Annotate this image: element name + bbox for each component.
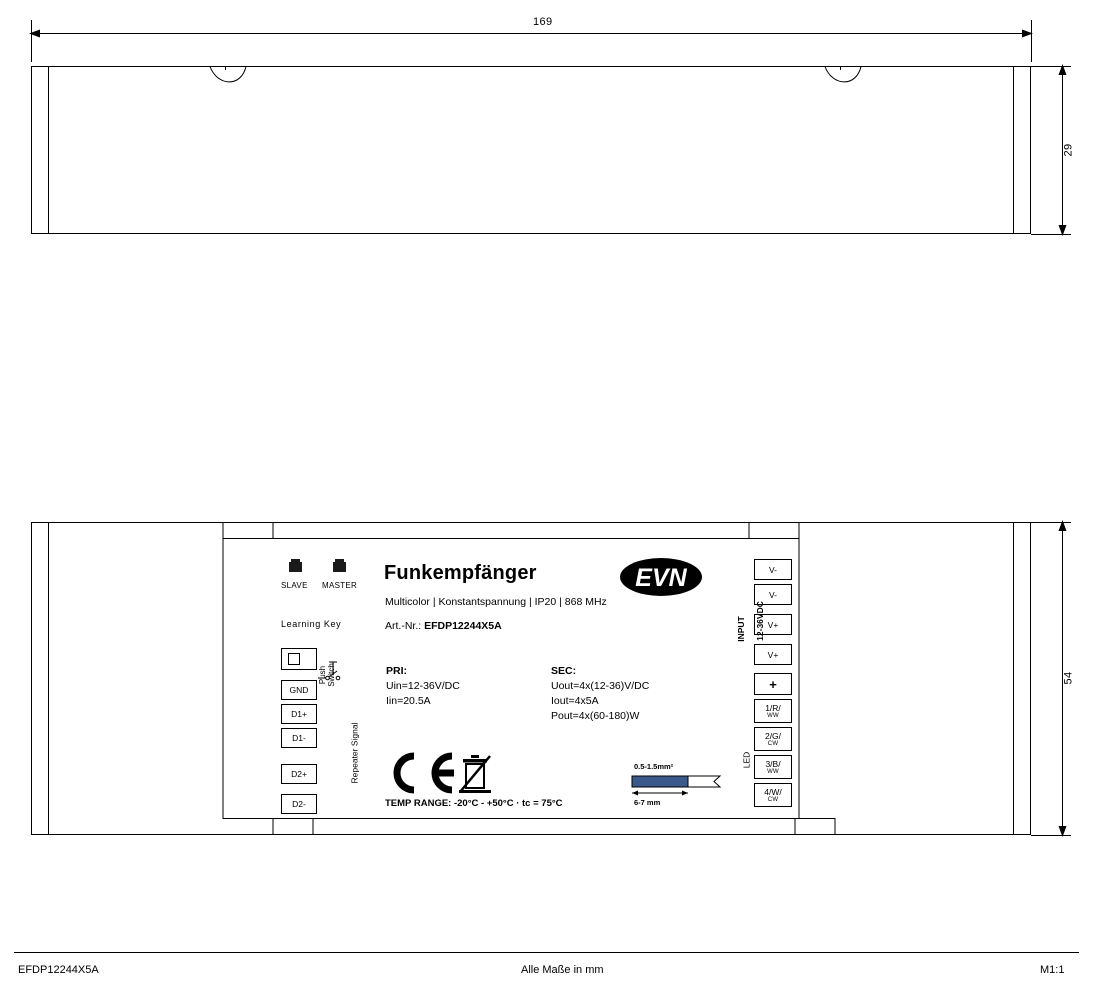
dim-label-54: 54 xyxy=(1062,671,1075,685)
led-terminal-2 xyxy=(754,727,792,751)
dim-arrow-left-169 xyxy=(28,28,42,39)
svg-text:EVN: EVN xyxy=(635,564,687,592)
terminal-d1-minus xyxy=(281,728,317,748)
footer-part-number: EFDP12244X5A xyxy=(18,964,99,976)
led-terminal-plus xyxy=(754,673,792,695)
led-terminal-3-sublabel: WW xyxy=(767,768,779,775)
input-terminal-3 xyxy=(754,644,792,665)
art-nr xyxy=(385,620,502,632)
footer-divider xyxy=(14,952,1079,953)
led-terminal-3 xyxy=(754,755,792,779)
ce-mark-icon xyxy=(384,752,456,794)
weee-bin-icon xyxy=(458,752,492,794)
jumper-master-icon xyxy=(333,562,346,572)
sec-line-1: Iout=4x5A xyxy=(551,695,599,707)
master-label: MASTER xyxy=(322,581,358,590)
wire-section-label: 0.5-1.5mm² xyxy=(634,762,674,771)
jumper-slave-icon xyxy=(289,562,302,572)
led-terminal-4-label: 4/W/ xyxy=(764,786,782,797)
sec-line-2: Pout=4x(60-180)W xyxy=(551,710,640,722)
pri-spec xyxy=(386,664,460,709)
terminal-d2-plus xyxy=(281,764,317,784)
sec-spec xyxy=(551,664,649,724)
terminal-gnd-label: GND xyxy=(289,685,309,696)
terminal-gnd xyxy=(281,680,317,700)
input-block-label-line2: 12-36VDC xyxy=(754,601,765,641)
slave-label: SLAVE xyxy=(281,581,308,590)
terminal-d2-minus-label: D2- xyxy=(292,799,306,810)
footer-units-note: Alle Maße in mm xyxy=(521,964,604,976)
input-terminal-1-label: V- xyxy=(768,589,778,600)
input-block-label-line1: INPUT xyxy=(735,616,746,642)
led-terminal-plus-label: + xyxy=(769,676,777,692)
terminal-d1-plus xyxy=(281,704,317,724)
input-terminal-0-label: V- xyxy=(768,564,778,575)
push-switch-label: Push Switch xyxy=(318,663,336,687)
input-terminal-0 xyxy=(754,559,792,580)
terminal-d1-plus-label: D1+ xyxy=(291,709,307,720)
side-profile-outline xyxy=(25,60,1045,240)
terminal-d2-minus xyxy=(281,794,317,814)
dim-label-169: 169 xyxy=(533,16,553,28)
dim-arrow-down-29 xyxy=(1057,223,1068,237)
dim-arrow-up-54 xyxy=(1057,519,1068,533)
pri-line-1: Iin=20.5A xyxy=(386,695,431,707)
led-terminal-3-label: 3/B/ xyxy=(765,758,781,769)
wire-strip-length-label: 6-7 mm xyxy=(634,798,661,807)
product-title: Funkempfänger xyxy=(384,562,537,584)
dim-ext-line-left-top xyxy=(31,20,32,62)
evn-logo xyxy=(618,556,704,598)
led-terminal-1 xyxy=(754,699,792,723)
repeater-signal-label: Repeater Signal xyxy=(349,722,360,784)
led-terminal-2-label: 2/G/ xyxy=(764,730,782,741)
learning-key-label: Learning Key xyxy=(281,619,342,629)
art-nr-value: EFDP12244X5A xyxy=(424,620,502,632)
dim-arrow-right-169 xyxy=(1020,28,1034,39)
product-subtitle: Multicolor | Konstantspannung | IP20 | 868 MHz xyxy=(385,596,607,608)
led-terminal-1-sublabel: WW xyxy=(767,712,779,719)
art-nr-prefix: Art.-Nr.: xyxy=(385,620,422,632)
footer-scale: M1:1 xyxy=(1040,964,1065,976)
terminal-d2-plus-label: D2+ xyxy=(291,769,307,780)
dim-arrow-up-29 xyxy=(1057,63,1068,77)
led-block-label: LED xyxy=(741,751,752,769)
input-terminal-2-label: V+ xyxy=(767,619,779,630)
led-terminal-4 xyxy=(754,783,792,807)
led-terminal-1-label: 1/R/ xyxy=(765,702,781,713)
sec-line-0: Uout=4x(12-36)V/DC xyxy=(551,680,650,692)
terminal-d1-minus-label: D1- xyxy=(292,733,306,744)
led-terminal-2-sublabel: CW xyxy=(767,740,779,747)
dim-ext-line-right-top xyxy=(1031,20,1032,62)
temp-range: TEMP RANGE: -20°C - +50°C · tc = 75°C xyxy=(385,798,563,809)
dim-label-29: 29 xyxy=(1062,143,1075,157)
sec-heading: SEC: xyxy=(551,665,577,677)
dim-line-169 xyxy=(31,33,1031,34)
dim-arrow-down-54 xyxy=(1057,824,1068,838)
input-terminal-3-label: V+ xyxy=(767,649,779,660)
led-terminal-4-sublabel: CW xyxy=(767,796,779,803)
push-switch-button-icon xyxy=(288,653,302,665)
wire-strip-icon xyxy=(630,772,726,798)
pri-heading: PRI: xyxy=(386,665,407,677)
pri-line-0: Uin=12-36V/DC xyxy=(386,680,460,692)
